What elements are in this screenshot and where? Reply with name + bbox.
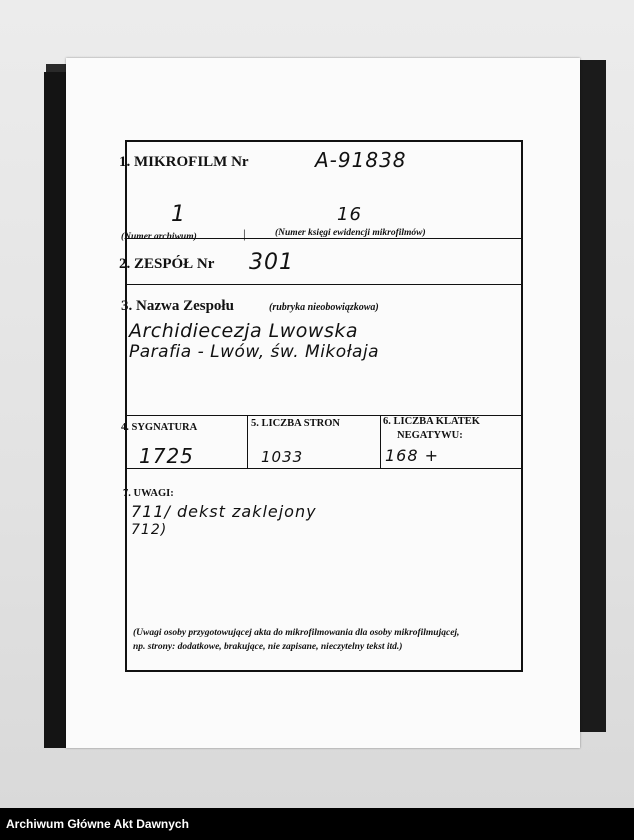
remarks-label: 7. UWAGI:	[123, 488, 174, 499]
archive-footer: Archiwum Główne Akt Dawnych	[0, 808, 634, 840]
archive-separator: |	[243, 226, 246, 241]
instructions-line2: np. strony: dodatkowe, brakujące, nie zapisane, nieczytelny tekst itd.)	[133, 642, 403, 652]
pages-count-label: 5. LICZBA STRON	[251, 418, 340, 429]
microfilm-label: 1. MIKROFILM Nr	[119, 154, 249, 170]
fonds-name-label: 3. Nazwa Zespołu	[121, 298, 234, 314]
archive-number-label: (Numer archiwum)	[121, 232, 197, 242]
pages-count-value: 1033	[261, 448, 304, 466]
remarks-line2: 712)	[131, 522, 168, 538]
frames-count-value: 168 +	[385, 446, 440, 465]
remarks-line1: 711/ dekst zaklejony	[131, 502, 317, 521]
register-number: 16	[337, 204, 362, 225]
microfilm-number: A-91838	[315, 148, 407, 172]
frames-count-label: 6. LICZBA KLATEK	[383, 416, 480, 427]
rule-row4	[127, 468, 521, 469]
microfilm-form	[119, 140, 523, 672]
fonds-name-line2: Parafia - Lwów, św. Mikołaja	[129, 342, 380, 362]
fonds-name-note: (rubryka nieobowiązkowa)	[269, 302, 379, 313]
rule-col2	[380, 415, 381, 468]
fonds-name-line1: Archidiecezja Lwowska	[129, 320, 359, 342]
rule-col1	[247, 415, 248, 468]
fonds-label: 2. ZESPÓŁ Nr	[119, 256, 215, 272]
fonds-number: 301	[249, 250, 294, 275]
archive-number: 1	[171, 202, 186, 227]
instructions-line1: (Uwagi osoby przygotowującej akta do mikrofilmowania dla osoby mikrofilmującej,	[133, 628, 460, 638]
rule-row2	[127, 284, 521, 285]
signature-value: 1725	[139, 444, 194, 468]
signature-label: 4. SYGNATURA	[121, 422, 198, 433]
frames-count-label-line2: NEGATYWU:	[397, 430, 463, 441]
register-number-label: (Numer księgi ewidencji mikrofilmów)	[275, 228, 426, 238]
